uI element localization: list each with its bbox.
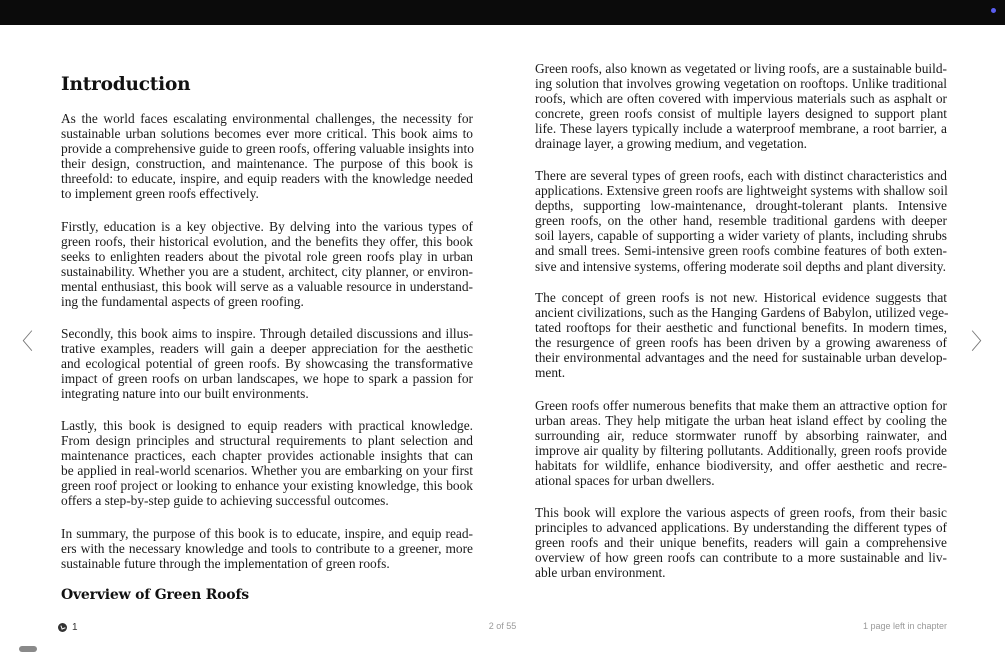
section-title: Overview of Green Roofs xyxy=(61,587,249,603)
window-top-bar xyxy=(0,0,1005,25)
chevron-right-icon: 〉 xyxy=(971,329,994,355)
text-line: ational spaces for urban dwellers. xyxy=(535,473,715,489)
paragraph xyxy=(61,326,473,401)
text-line: sustainability. Whether you are a student, architect, city planner, or environ- xyxy=(61,264,473,280)
paragraph xyxy=(61,418,473,509)
text-line: Firstly, education is a key objective. By delving into the various types of xyxy=(61,219,473,234)
text-line: impact of green roofs on urban landscapes, we hope to spark a passion for xyxy=(61,371,473,387)
text-line: applications. Extensive green roofs are lightweight systems with shallow soil xyxy=(535,183,948,199)
text-line: Green roofs offer numerous benefits that make them an attractive option for xyxy=(535,398,947,413)
text-line: urban areas. They help mitigate the urban heat island effect by cooling the xyxy=(535,413,947,429)
next-page-button[interactable] xyxy=(972,325,992,355)
text-line: improve air quality by filtering pollutants. Additionally, green roofs provide xyxy=(535,443,947,459)
text-line: able urban environment. xyxy=(535,565,666,581)
text-line: This book will explore the various aspects of green roofs, from their basic xyxy=(535,505,947,520)
text-line: integrating nature into our built environments. xyxy=(61,386,309,402)
paragraph xyxy=(535,290,947,381)
text-line: seeks to enlighten readers about the pivotal role green roofs play in urban xyxy=(61,249,473,265)
text-line: threefold: to educate, inspire, and equip readers with the knowledge needed xyxy=(61,171,473,187)
text-line: drainage layer, a growing medium, and vegetation. xyxy=(535,136,808,152)
text-line: sive and intensive systems, offering moderate soil depths and plant diversity. xyxy=(535,258,946,274)
text-line: sustainable urban solutions becomes ever more critical. This book aims to xyxy=(61,126,473,142)
status-indicator-dot xyxy=(991,8,996,13)
text-line: offers a step-by-step guide to achieving successful outcomes. xyxy=(61,493,389,509)
text-line: overview of how green roofs can contribute to a more sustainable and liv- xyxy=(535,550,947,566)
text-line: Secondly, this book aims to inspire. Through detailed discussions and illus- xyxy=(61,326,473,341)
text-line: surrounding air, reduce stormwater runoff by absorbing rainwater, and xyxy=(535,428,947,444)
text-line: From design principles and structural requirements to plant selection and xyxy=(61,433,473,449)
paragraph xyxy=(61,111,473,202)
previous-page-button[interactable] xyxy=(12,325,32,355)
text-line: ancient civilizations, such as the Hanging Gardens of Babylon, utilized vege- xyxy=(535,305,949,321)
text-line: ing the fundamental aspects of green roofing. xyxy=(61,294,304,310)
text-line: trative examples, readers will gain a deeper appreciation for the aesthetic xyxy=(61,341,473,357)
text-line: and ecological potential of green roofs. By showcasing the transformative xyxy=(61,356,473,372)
text-line: tated rooftops for their aesthetic and functional benefits. In modern times, xyxy=(535,320,947,336)
text-line: depths, supporting low-maintenance, drought-tolerant plants. Intensive xyxy=(535,198,947,214)
text-line: green roofs, on the other hand, resemble traditional gardens with deeper xyxy=(535,213,947,229)
text-line: As the world faces escalating environmental challenges, the necessity for xyxy=(61,111,473,126)
text-line: roofs, which are often covered with impervious materials such as asphalt or xyxy=(535,91,947,107)
text-line: In summary, the purpose of this book is to educate, inspire, and equip read- xyxy=(61,526,473,541)
chapter-remaining-label: 1 page left in chapter xyxy=(862,621,947,631)
scrollbar-handle[interactable] xyxy=(19,646,37,652)
text-line: and small trees. Semi-intensive green roofs combine features of both exten- xyxy=(535,243,947,259)
text-line: Green roofs, also known as vegetated or living roofs, are a sustainable build- xyxy=(535,61,947,76)
text-line: soil layers, capable of supporting a wider variety of plants, including shrubs xyxy=(535,228,947,244)
text-line: to implement green roofs effectively. xyxy=(61,186,259,202)
paragraph xyxy=(535,505,947,580)
text-line: their design, construction, and maintenance. The purpose of this book is xyxy=(61,156,473,172)
text-line: the resurgence of green roofs has been driven by a growing awareness of xyxy=(535,335,947,351)
paragraph xyxy=(535,61,947,152)
text-line: provide a comprehensive guide to green roofs, offering valuable insights into xyxy=(61,141,474,157)
chevron-left-icon: 〈 xyxy=(11,329,34,355)
text-line: be applied in real-world scenarios. Whether you are embarking on your first xyxy=(61,463,473,479)
chapter-title: Introduction xyxy=(61,74,191,95)
text-line: their environmental advantages and the need for sustainable urban develop- xyxy=(535,350,947,366)
text-line: ers with the necessary knowledge and tools to contribute to a greener, more xyxy=(61,541,473,557)
text-line: ment. xyxy=(535,365,566,381)
text-line: green roofs, their historical evolution, and the benefits they offer, this book xyxy=(61,234,473,250)
text-line: sustainable future through the implementation of green roofs. xyxy=(61,556,390,572)
text-line: The concept of green roofs is not new. Historical evidence suggests that xyxy=(535,290,947,305)
text-line: ing solution that involves growing vegetation on rooftops. Unlike traditional xyxy=(535,76,947,92)
text-line: mental enthusiast, this book will serve as a valuable resource in understand- xyxy=(61,279,473,295)
text-line: life. These layers typically include a waterproof membrane, a root barrier, a xyxy=(535,121,947,137)
text-line: habitats for wildlife, enhance biodiversity, and offer aesthetic and recre- xyxy=(535,458,947,474)
text-line: maintenance practices, each chapter provides actionable insights that can xyxy=(61,448,473,464)
paragraph xyxy=(61,526,473,571)
reading-time-value: 1 xyxy=(72,622,78,633)
text-line: There are several types of green roofs, each with distinct characteristics and xyxy=(535,168,947,183)
paragraph xyxy=(535,398,947,489)
paragraph xyxy=(535,168,947,274)
text-line: green roofs and their unique benefits, readers will gain a comprehensive xyxy=(535,535,947,551)
paragraph xyxy=(61,219,473,310)
text-line: green roof project or looking to enhance your existing knowledge, this book xyxy=(61,478,473,494)
page-indicator: 2 of 55 xyxy=(488,621,517,631)
text-line: concrete, green roofs consist of multiple layers designed to support plant xyxy=(535,106,947,122)
text-line: principles to advanced applications. By understanding the different types of xyxy=(535,520,947,536)
text-line: Lastly, this book is designed to equip readers with practical knowledge. xyxy=(61,418,473,433)
